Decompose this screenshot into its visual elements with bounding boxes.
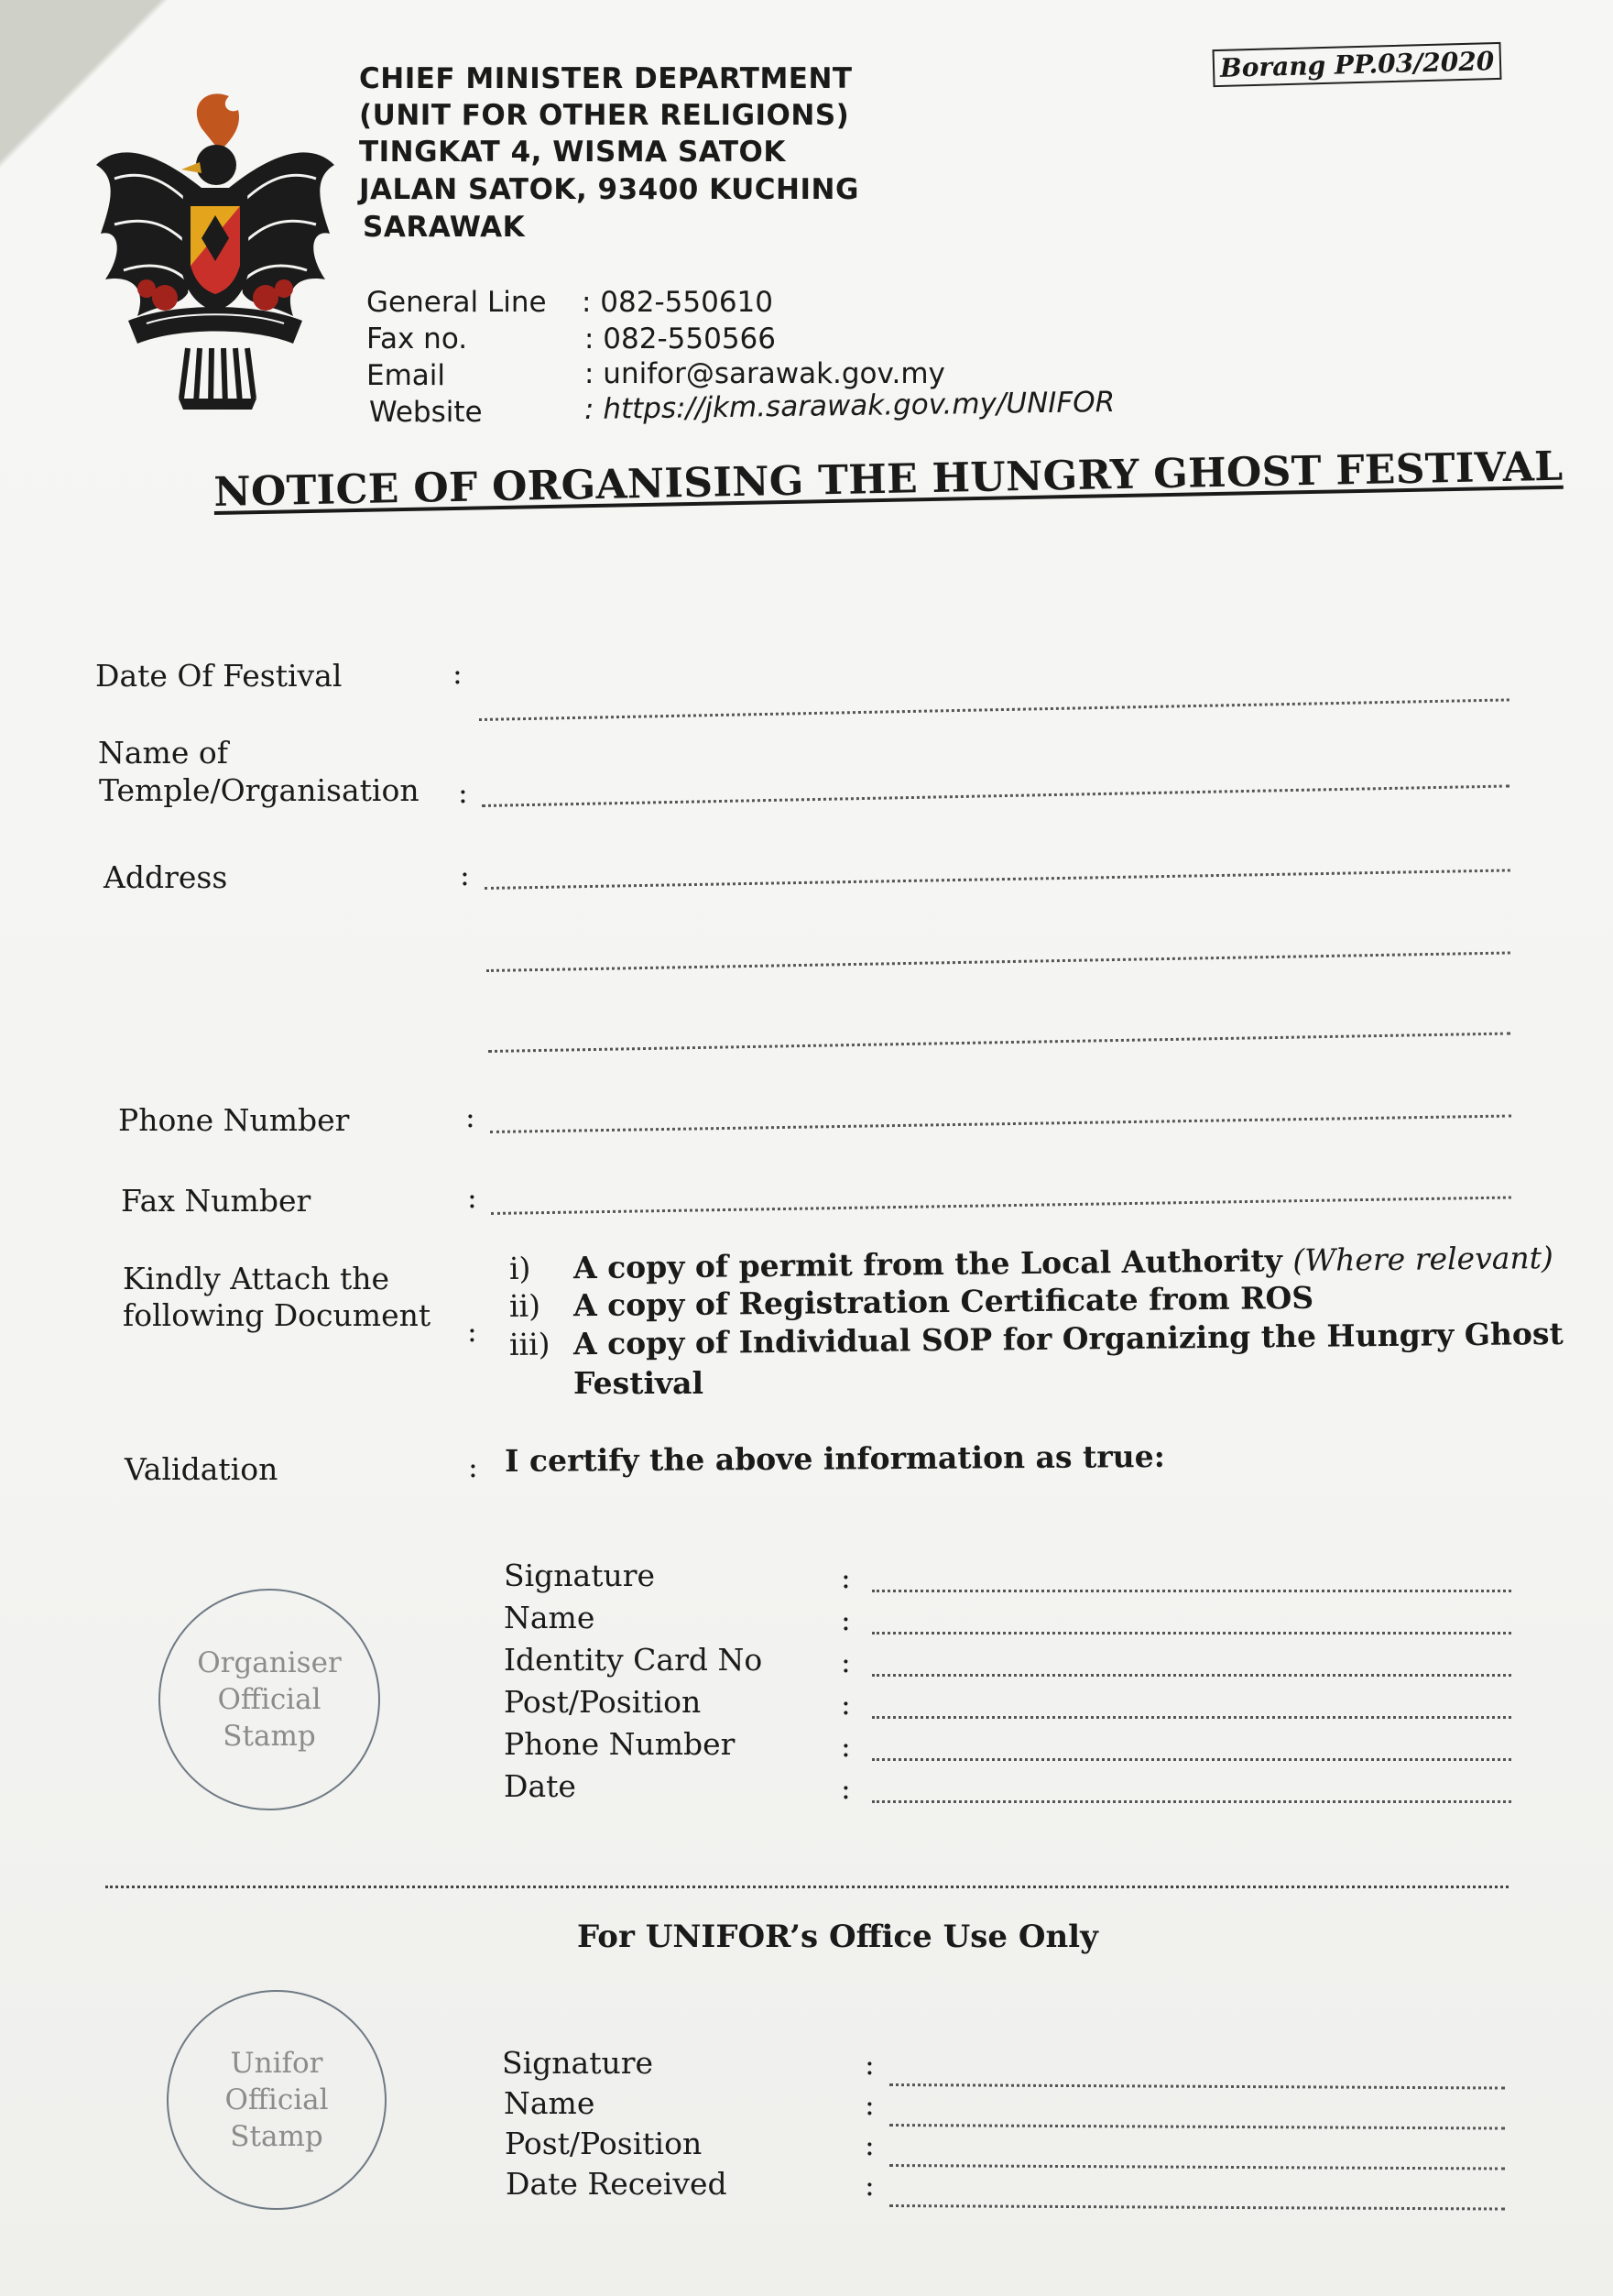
validation-date-label: Date <box>504 1768 576 1804</box>
department-line-3: TINGKAT 4, WISMA SATOK <box>359 136 786 169</box>
phone-number-label: Phone Number <box>118 1102 350 1138</box>
colon: : <box>841 1687 851 1722</box>
office-signature-label: Signature <box>502 2045 654 2081</box>
colon: : <box>841 1771 851 1806</box>
colon: : <box>841 1729 851 1764</box>
office-post-label: Post/Position <box>505 2126 703 2161</box>
email-value: : unifor@sarawak.gov.my <box>584 357 945 390</box>
colon: : <box>841 1602 851 1637</box>
sarawak-crest-icon <box>92 78 339 417</box>
email-label: Email <box>366 359 446 392</box>
office-date-received-label: Date Received <box>506 2166 727 2202</box>
colon: : <box>865 2047 875 2082</box>
colon: : <box>841 1645 851 1679</box>
department-line-2: (UNIT FOR OTHER RELIGIONS) <box>359 99 850 132</box>
validation-post-field[interactable] <box>872 1716 1511 1719</box>
date-of-festival-field[interactable] <box>479 698 1509 721</box>
website-label: Website <box>369 396 483 429</box>
colon: : <box>460 858 470 892</box>
colon: : <box>841 1560 851 1595</box>
attach-label-line1: Kindly Attach the <box>123 1261 389 1296</box>
validation-post-label: Post/Position <box>504 1684 702 1720</box>
validation-label: Validation <box>125 1451 278 1487</box>
office-post-field[interactable] <box>889 2164 1505 2170</box>
phone-number-field[interactable] <box>490 1114 1511 1133</box>
name-label-line1: Name of <box>98 735 228 771</box>
document-num: i) <box>508 1250 531 1286</box>
fax-number-field[interactable] <box>491 1197 1511 1215</box>
document-num: ii) <box>508 1287 541 1324</box>
document-text: A copy of Registration Certificate from ROS <box>572 1279 1314 1324</box>
address-label: Address <box>104 859 228 895</box>
colon: : <box>467 1314 477 1349</box>
fax-label: Fax no. <box>366 323 468 355</box>
temple-organisation-field[interactable] <box>482 784 1509 807</box>
address-field-line1[interactable] <box>485 869 1510 890</box>
page-title: NOTICE OF ORGANISING THE HUNGRY GHOST FESTIVAL <box>213 443 1564 516</box>
office-date-received-field[interactable] <box>889 2204 1505 2211</box>
document-text: Festival <box>573 1365 704 1401</box>
document-text: A copy of Individual SOP for Organizing the Hungry Ghost <box>572 1315 1564 1362</box>
validation-signature-label: Signature <box>504 1558 656 1593</box>
colon: : <box>452 656 463 691</box>
validation-signature-field[interactable] <box>872 1590 1511 1592</box>
colon: : <box>458 775 468 810</box>
document-item-3 <box>509 1316 1564 1362</box>
office-name-field[interactable] <box>889 2124 1505 2130</box>
validation-name-label: Name <box>504 1600 595 1635</box>
stamp-line: Official <box>224 2083 329 2116</box>
validation-phone-field[interactable] <box>872 1758 1511 1761</box>
general-line-label: General Line <box>366 286 547 319</box>
validation-name-field[interactable] <box>872 1632 1511 1635</box>
validation-ic-field[interactable] <box>872 1674 1511 1677</box>
organiser-stamp-area <box>158 1589 380 1810</box>
document-text: A copy of permit from the Local Authority <box>572 1242 1293 1286</box>
department-line-4: JALAN SATOK, 93400 KUCHING <box>359 173 859 206</box>
date-of-festival-label: Date Of Festival <box>95 658 343 694</box>
validation-statement: I certify the above information as true: <box>504 1438 1165 1479</box>
colon: : <box>467 1180 477 1215</box>
document-item-1 <box>509 1240 1553 1286</box>
validation-ic-label: Identity Card No <box>504 1642 763 1678</box>
website-value: : https://jkm.sarawak.gov.my/UNIFOR <box>583 385 1116 427</box>
stamp-line: Stamp <box>230 2120 323 2153</box>
stamp-line: Official <box>217 1683 322 1716</box>
stamp-line: Unifor <box>230 2047 323 2080</box>
unifor-stamp-area <box>167 1990 387 2210</box>
validation-date-field[interactable] <box>872 1800 1511 1803</box>
office-signature-field[interactable] <box>889 2083 1505 2090</box>
document-note: (Where relevant) <box>1292 1240 1554 1279</box>
document-num: iii) <box>508 1326 550 1362</box>
colon: : <box>865 2168 875 2203</box>
fax-value: : 082-550566 <box>584 323 776 355</box>
form-code-badge: Borang PP.03/2020 <box>1212 42 1501 87</box>
office-use-heading: For UNIFOR’s Office Use Only <box>577 1919 1098 1955</box>
section-divider <box>105 1886 1509 1888</box>
colon: : <box>865 2087 875 2122</box>
colon: : <box>465 1099 475 1134</box>
general-line-value: : 082-550610 <box>582 286 773 319</box>
attach-label-line2: following Document <box>123 1297 431 1333</box>
colon: : <box>865 2127 875 2162</box>
colon: : <box>468 1449 478 1484</box>
address-field-line3[interactable] <box>488 1033 1510 1053</box>
office-name-label: Name <box>504 2085 595 2121</box>
department-line-5: SARAWAK <box>363 211 526 244</box>
department-line-1: CHIEF MINISTER DEPARTMENT <box>359 62 853 95</box>
document-item-3-continued <box>509 1365 703 1401</box>
stamp-line: Stamp <box>223 1720 316 1753</box>
validation-phone-label: Phone Number <box>504 1726 736 1762</box>
address-field-line2[interactable] <box>486 951 1510 972</box>
fax-number-label: Fax Number <box>121 1183 311 1219</box>
name-label-line2: Temple/Organisation <box>99 772 420 808</box>
stamp-line: Organiser <box>197 1646 342 1679</box>
document-item-2 <box>509 1280 1314 1324</box>
